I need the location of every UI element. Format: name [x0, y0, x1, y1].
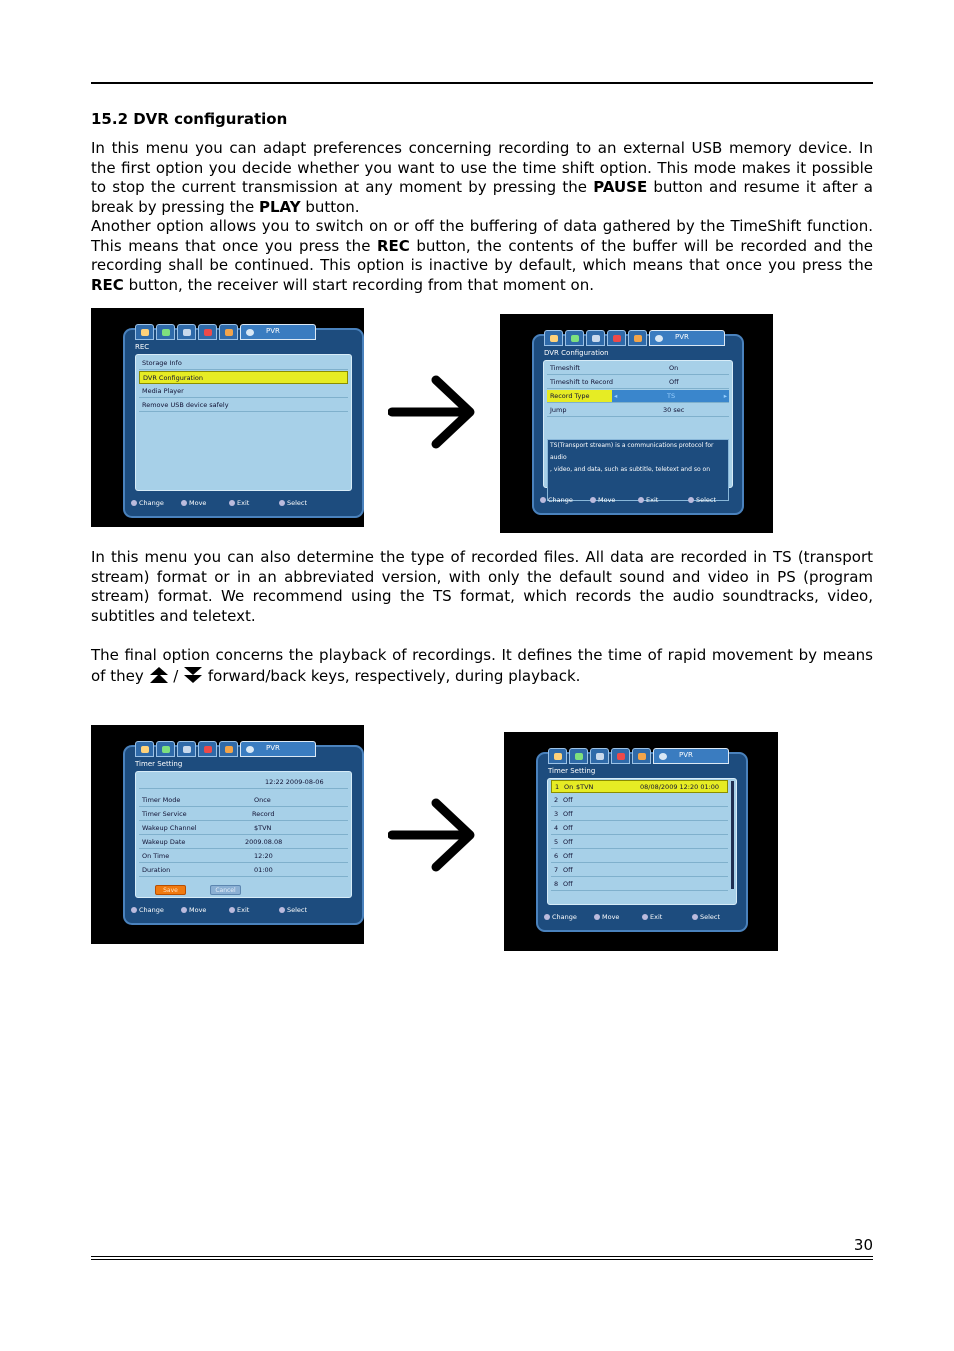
timer-field-row: [139, 850, 348, 863]
timer-list-item: [551, 808, 728, 821]
timer-list-item: [551, 878, 728, 891]
setting-row: [547, 404, 729, 417]
tab-tools: [177, 324, 196, 340]
footer-change: Change: [139, 499, 164, 507]
setting-label: Jump: [550, 406, 567, 414]
item-label: Remove USB device safely: [142, 401, 229, 409]
tab-games: [219, 741, 238, 757]
menu-footer: [534, 495, 742, 507]
menu-title: DVR Configuration: [544, 349, 609, 357]
timer-state: Off: [563, 880, 573, 888]
menu-title: REC: [135, 343, 150, 351]
menu-tabs: [135, 324, 316, 340]
timer-state: Off: [563, 796, 573, 804]
up-down-icon: [181, 500, 187, 506]
tools-icon: [183, 329, 191, 336]
current-datetime: 12:22 2009-08-06: [265, 778, 324, 786]
setting-value: Off: [669, 378, 679, 386]
footer-change: Change: [139, 906, 164, 914]
tab-favorites: [607, 330, 626, 346]
ok-icon: [279, 907, 285, 913]
tab-pvr: [240, 324, 316, 340]
heart-icon: [613, 335, 621, 342]
menu-window: [123, 328, 364, 518]
page-number: 30: [853, 1236, 873, 1254]
footer-move: Move: [598, 496, 616, 504]
timer-list-item: [551, 822, 728, 835]
pvr-icon: [655, 335, 663, 342]
save-button: Save: [155, 885, 186, 895]
game-icon: [225, 329, 233, 336]
setting-label: Record Type: [550, 392, 590, 400]
text: button, the contents of the buffer will be recorded and the recording shall be continued. This option is inactive by default, which means that once you press the: [91, 236, 873, 274]
settings-icon: [162, 746, 170, 753]
text: button.: [300, 197, 360, 216]
tv-icon: [141, 746, 149, 753]
up-down-icon: [590, 497, 596, 503]
tab-pvr: [649, 330, 725, 346]
field-value: Once: [254, 796, 271, 804]
play-key-name: PLAY: [258, 197, 301, 216]
setting-row: [547, 362, 729, 375]
footer-exit: Exit: [237, 499, 250, 507]
header-rule: [91, 82, 873, 84]
game-icon: [225, 746, 233, 753]
tools-icon: [592, 335, 600, 342]
list-item: [139, 357, 348, 370]
tab-tools: [590, 748, 609, 764]
timer-number: 5: [554, 838, 559, 846]
field-value: 2009.08.08: [245, 838, 283, 846]
up-down-icon: [181, 907, 187, 913]
item-label: DVR Configuration: [143, 374, 204, 382]
tab-label: PVR: [679, 751, 693, 759]
timer-number: 7: [554, 866, 559, 874]
field-value: $TVN: [254, 824, 272, 832]
setting-row: [547, 376, 729, 389]
list-scrollbar: [731, 781, 734, 889]
tab-tv: [548, 748, 567, 764]
field-label: On Time: [142, 852, 170, 860]
footer-rule: [91, 1259, 873, 1260]
tab-favorites: [611, 748, 630, 764]
setting-label: Timeshift: [550, 364, 580, 372]
tab-settings: [156, 324, 175, 340]
tab-settings: [569, 748, 588, 764]
item-label: Storage Info: [142, 359, 182, 367]
menu-title: Timer Setting: [548, 767, 596, 775]
pvr-icon: [659, 753, 667, 760]
text: Another option allows you to switch on or off the buffering of data gathered by the TimeShift function. This means that once you press the: [91, 217, 873, 255]
tab-games: [219, 324, 238, 340]
item-label: Media Player: [142, 387, 184, 395]
exit-icon: [638, 497, 644, 503]
datetime-row: [139, 776, 348, 789]
heart-icon: [617, 753, 625, 760]
menu-panel: [547, 778, 737, 905]
text: button and resume it after a break by pressing the: [91, 178, 873, 216]
tools-icon: [183, 746, 191, 753]
up-down-icon: [594, 914, 600, 920]
menu-footer: [125, 905, 362, 917]
timer-number: 3: [554, 810, 559, 818]
timer-state: Off: [563, 852, 573, 860]
footer-move: Move: [189, 906, 207, 914]
left-right-icon: [544, 914, 550, 920]
timer-list-item: [551, 864, 728, 877]
rec-key-name: REC: [376, 236, 410, 255]
ok-icon: [692, 914, 698, 920]
footer-move: Move: [602, 913, 620, 921]
text: /: [168, 666, 184, 685]
tab-tv: [135, 741, 154, 757]
tab-label: PVR: [675, 333, 689, 341]
footer-select: Select: [700, 913, 721, 921]
footer-select: Select: [696, 496, 717, 504]
menu-panel: [543, 360, 733, 488]
footer-select: Select: [287, 906, 308, 914]
menu-window: [536, 752, 748, 932]
help-line: , video, and data, such as subtitle, teletext and so on: [550, 466, 710, 473]
timer-state: Off: [563, 838, 573, 846]
timer-number: 4: [554, 824, 559, 832]
cancel-button: Cancel: [210, 885, 241, 895]
menu-footer: [538, 912, 746, 924]
ok-icon: [279, 500, 285, 506]
tab-pvr: [240, 741, 316, 757]
timer-field-row: [139, 864, 348, 877]
text: In this menu you can adapt preferences concerning recording to an external USB memory device. In the first option you decide whether you want to use the time shift option. This mode makes it possible to stop the current transmission at any moment by pressing the: [91, 139, 873, 196]
dvr-configuration-screenshot: [500, 314, 773, 533]
field-label: Timer Service: [142, 810, 187, 818]
tools-icon: [596, 753, 604, 760]
settings-icon: [575, 753, 583, 760]
jump-paragraph: [91, 646, 873, 686]
timer-state: On: [564, 783, 574, 791]
intro-paragraph: [91, 139, 873, 295]
tv-icon: [141, 329, 149, 336]
game-icon: [634, 335, 642, 342]
tab-label: PVR: [266, 327, 280, 335]
tab-favorites: [198, 324, 217, 340]
menu-panel: [135, 354, 352, 491]
field-value: Record: [252, 810, 275, 818]
tab-settings: [565, 330, 584, 346]
footer-select: Select: [287, 499, 308, 507]
arrow-left-icon: ◂: [614, 392, 618, 400]
tab-label: PVR: [266, 744, 280, 752]
setting-row-selected: [547, 390, 729, 403]
field-label: Timer Mode: [142, 796, 181, 804]
timer-list-item: [551, 836, 728, 849]
left-right-icon: [540, 497, 546, 503]
timer-number: 8: [554, 880, 559, 888]
timer-list-item-selected: [551, 780, 728, 793]
text: button, the receiver will start recording from that moment on.: [123, 275, 594, 294]
timer-field-row: [139, 836, 348, 849]
footer-rule: [91, 1256, 873, 1257]
pvr-icon: [246, 329, 254, 336]
list-item: [139, 399, 348, 412]
pause-key-name: PAUSE: [593, 178, 648, 196]
ok-icon: [688, 497, 694, 503]
field-label: Wakeup Date: [142, 838, 186, 846]
tab-tools: [586, 330, 605, 346]
setting-label: Timeshift to Record: [550, 378, 614, 386]
timer-list-item: [551, 850, 728, 863]
fast-forward-up-icon: [149, 666, 169, 684]
help-line: TS(Transport stream) is a communications protocol for audio: [550, 442, 714, 461]
exit-icon: [229, 907, 235, 913]
tab-games: [632, 748, 651, 764]
timer-list-screenshot: [504, 732, 778, 951]
list-item: [139, 385, 348, 398]
field-label: Wakeup Channel: [142, 824, 197, 832]
menu-title: Timer Setting: [135, 760, 183, 768]
timer-number: 2: [554, 796, 559, 804]
setting-value: On: [669, 364, 679, 372]
timer-setting-screenshot: [91, 725, 364, 944]
menu-footer: [125, 498, 362, 510]
footer-change: Change: [552, 913, 577, 921]
timer-field-row: [139, 808, 348, 821]
fast-back-down-icon: [183, 666, 203, 684]
timer-state: Off: [563, 866, 573, 874]
menu-window: [123, 745, 364, 925]
list-item-selected: [139, 371, 348, 384]
tab-settings: [156, 741, 175, 757]
field-value: 01:00: [254, 866, 273, 874]
menu-tabs: [548, 748, 729, 764]
settings-icon: [571, 335, 579, 342]
field-value: 12:20: [254, 852, 273, 860]
text: The final option concerns the playback of recordings. It defines the time of rapid movement by means of they: [91, 646, 873, 685]
menu-panel: [135, 771, 352, 898]
timer-info: 08/08/2009 12:20 01:00: [640, 783, 720, 791]
exit-icon: [642, 914, 648, 920]
settings-icon: [162, 329, 170, 336]
record-type-paragraph: In this menu you can also determine the type of recorded files. All data are recorded in TS (transport stream) format or in an abbreviated version, with only the default sound and video in PS (program stream) format. We recommend using the TS format, which records the audio soundtracks, video, subtitles and teletext.: [91, 548, 873, 625]
tab-favorites: [198, 741, 217, 757]
arrow-right-icon: [388, 795, 478, 875]
timer-number: 1: [555, 783, 560, 791]
heart-icon: [204, 329, 212, 336]
timer-field-row: [139, 822, 348, 835]
menu-window: [532, 334, 744, 515]
menu-tabs: [135, 741, 316, 757]
timer-channel: $TVN: [576, 783, 594, 791]
exit-icon: [229, 500, 235, 506]
arrow-right-small-icon: ▸: [723, 392, 727, 400]
tab-games: [628, 330, 647, 346]
timer-number: 6: [554, 852, 559, 860]
tv-icon: [554, 753, 562, 760]
text: forward/back keys, respectively, during playback.: [203, 666, 581, 685]
section-heading: 15.2 DVR configuration: [91, 110, 288, 128]
tv-icon: [550, 335, 558, 342]
field-label: Duration: [142, 866, 171, 874]
left-right-icon: [131, 500, 137, 506]
timer-list-item: [551, 794, 728, 807]
footer-exit: Exit: [650, 913, 663, 921]
footer-change: Change: [548, 496, 573, 504]
heart-icon: [204, 746, 212, 753]
tab-tools: [177, 741, 196, 757]
tab-pvr: [653, 748, 729, 764]
footer-move: Move: [189, 499, 207, 507]
footer-exit: Exit: [646, 496, 659, 504]
footer-exit: Exit: [237, 906, 250, 914]
help-description: [547, 439, 729, 501]
value-selector: [612, 390, 729, 402]
setting-value: TS: [667, 392, 676, 400]
timer-field-row: [139, 794, 348, 807]
menu-tabs: [544, 330, 725, 346]
setting-value: 30 sec: [663, 406, 685, 414]
pvr-icon: [246, 746, 254, 753]
tab-tv: [135, 324, 154, 340]
tab-tv: [544, 330, 563, 346]
left-right-icon: [131, 907, 137, 913]
game-icon: [638, 753, 646, 760]
rec-key-name: REC: [91, 275, 124, 294]
rec-menu-screenshot: [91, 308, 364, 527]
timer-state: Off: [563, 810, 573, 818]
timer-state: Off: [563, 824, 573, 832]
arrow-right-icon: [388, 372, 478, 452]
